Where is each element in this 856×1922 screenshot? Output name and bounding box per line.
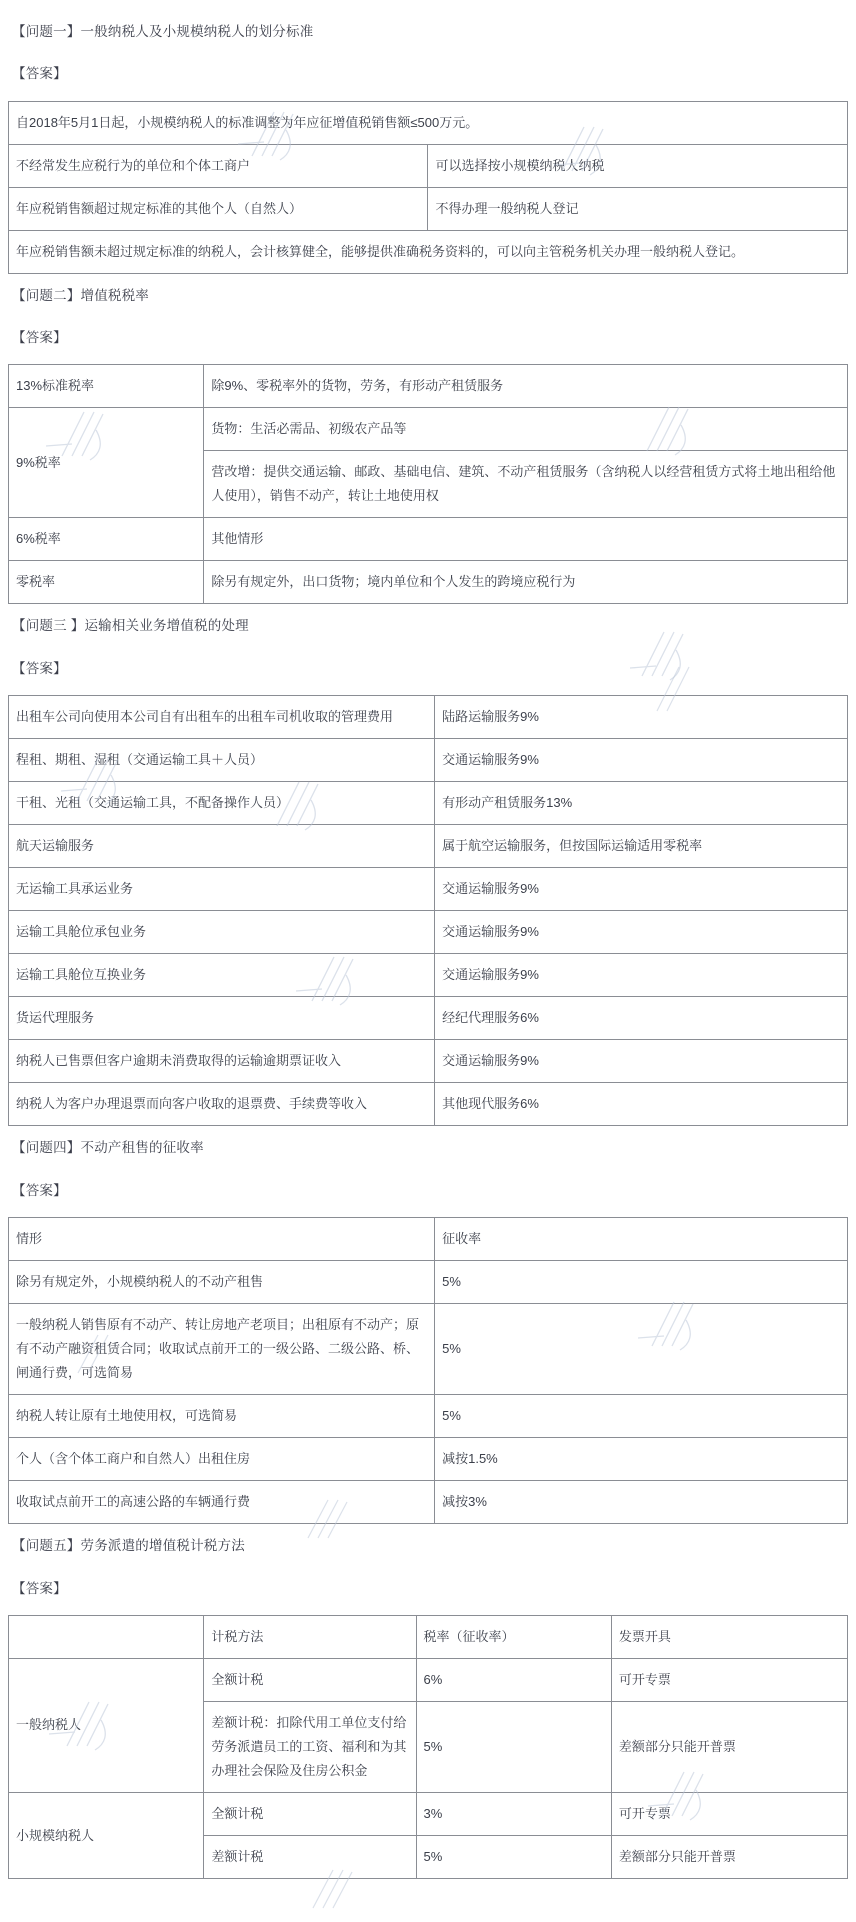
table-row [9,1083,848,1126]
table-cell: 9%税率 [9,408,204,518]
table-cell: 交通运输服务9% [435,739,848,782]
table-cell: 货运代理服务 [9,997,435,1040]
table-cell: 5% [435,1395,848,1438]
table-labor-dispatch-vat [8,1615,848,1879]
question-title-2: 【问题二】增值税税率 [12,287,149,303]
table-row [9,230,848,273]
table-header-row [9,1217,848,1260]
table-cell: 纳税人为客户办理退票而向客户收取的退票费、手续费等收入 [9,1083,435,1126]
table-row [9,518,848,561]
table-cell: 13%标准税率 [9,365,204,408]
table-cell: 属于航空运输服务，但按国际运输适用零税率 [435,825,848,868]
table-row [9,1481,848,1524]
table-column-header: 情形 [9,1217,435,1260]
answer-label-3: 【答案】 [12,660,67,676]
table-cell: 货物：生活必需品、初级农产品等 [204,408,848,451]
table-row [9,1395,848,1438]
answer-label-1: 【答案】 [12,66,67,82]
table-transport-vat [8,695,848,1126]
table-cell: 3% [416,1793,611,1836]
table-vat-rates [8,364,848,604]
table-cell: 5% [435,1304,848,1395]
table-cell: 干租、光租（交通运输工具，不配备操作人员） [9,782,435,825]
table-taxpayer-classification [8,101,848,274]
table-column-header: 发票开具 [611,1615,847,1658]
table-row [9,997,848,1040]
table-row [9,1793,848,1836]
table-cell: 减按3% [435,1481,848,1524]
table-cell: 可以选择按小规模纳税人纳税 [428,144,848,187]
table-row [9,911,848,954]
table-cell: 可开专票 [611,1793,847,1836]
table-row [9,561,848,604]
table-row [9,1040,848,1083]
table-cell: 减按1.5% [435,1438,848,1481]
table-cell: 年应税销售额超过规定标准的其他个人（自然人） [9,187,428,230]
table-cell: 运输工具舱位互换业务 [9,954,435,997]
table-cell: 5% [416,1836,611,1879]
table-row [9,408,848,451]
table-row [9,187,848,230]
answer-label-4: 【答案】 [12,1182,67,1198]
table-row [9,695,848,738]
table-cell: 5% [416,1701,611,1792]
table-cell: 出租车公司向使用本公司自有出租车的出租车司机收取的管理费用 [9,695,435,738]
table-cell: 经纪代理服务6% [435,997,848,1040]
section-2 [8,286,848,605]
table-cell: 有形动产租赁服务13% [435,782,848,825]
table-cell: 交通运输服务9% [435,954,848,997]
table-cell: 陆路运输服务9% [435,695,848,738]
table-cell: 纳税人转让原有土地使用权，可选简易 [9,1395,435,1438]
answer-label-5: 【答案】 [12,1580,67,1596]
table-cell: 其他情形 [204,518,848,561]
table-cell: 营改增：提供交通运输、邮政、基础电信、建筑、不动产租赁服务（含纳税人以经营租赁方式将土地出租给他人使用），销售不动产，转让土地使用权 [204,451,848,518]
table-row [9,739,848,782]
table-header-row [9,1615,848,1658]
table-cell: 不经常发生应税行为的单位和个体工商户 [9,144,428,187]
table-column-header: 计税方法 [204,1615,416,1658]
table-column-header [9,1615,204,1658]
table-cell: 其他现代服务6% [435,1083,848,1126]
table-row [9,101,848,144]
table-cell: 不得办理一般纳税人登记 [428,187,848,230]
table-cell: 收取试点前开工的高速公路的车辆通行费 [9,1481,435,1524]
table-cell: 小规模纳税人 [9,1793,204,1879]
table-cell: 差额计税 [204,1836,416,1879]
table-row [9,144,848,187]
table-cell: 差额部分只能开普票 [611,1836,847,1879]
question-title-3: 【问题三 】运输相关业务增值税的处理 [12,618,249,634]
table-row [9,954,848,997]
table-row [9,365,848,408]
table-cell: 交通运输服务9% [435,911,848,954]
table-row [9,825,848,868]
table-row [9,868,848,911]
question-title-5: 【问题五】劳务派遣的增值税计税方法 [12,1538,245,1554]
table-cell: 差额部分只能开普票 [611,1701,847,1792]
table-cell: 航天运输服务 [9,825,435,868]
section-1 [8,22,848,274]
table-cell: 个人（含个体工商户和自然人）出租住房 [9,1438,435,1481]
answer-label-2: 【答案】 [12,329,67,345]
question-title-1: 【问题一】一般纳税人及小规模纳税人的划分标准 [12,24,314,39]
table-cell: 6% [416,1658,611,1701]
table-cell: 纳税人已售票但客户逾期未消费取得的运输逾期票证收入 [9,1040,435,1083]
table-cell: 自2018年5月1日起，小规模纳税人的标准调整为年应征增值税销售额≤500万元。 [9,101,848,144]
section-5 [8,1536,848,1879]
table-cell: 除另有规定外，小规模纳税人的不动产租售 [9,1260,435,1303]
table-cell: 零税率 [9,561,204,604]
table-row [9,782,848,825]
table-cell: 5% [435,1260,848,1303]
table-column-header: 税率（征收率） [416,1615,611,1658]
table-row [9,1304,848,1395]
table-cell: 6%税率 [9,518,204,561]
question-title-4: 【问题四】不动产租售的征收率 [12,1140,204,1156]
table-row [9,1438,848,1481]
table-cell: 全额计税 [204,1658,416,1701]
table-cell: 交通运输服务9% [435,1040,848,1083]
table-cell: 可开专票 [611,1658,847,1701]
section-3 [8,616,848,1126]
table-row [9,1658,848,1701]
table-cell: 年应税销售额未超过规定标准的纳税人，会计核算健全，能够提供准确税务资料的，可以向主管税务机关办理一般纳税人登记。 [9,230,848,273]
table-cell: 无运输工具承运业务 [9,868,435,911]
table-cell: 交通运输服务9% [435,868,848,911]
table-cell: 一般纳税人 [9,1658,204,1792]
table-cell: 运输工具舱位承包业务 [9,911,435,954]
table-cell: 全额计税 [204,1793,416,1836]
table-property-collection-rate [8,1217,848,1524]
table-row [9,1260,848,1303]
section-4 [8,1138,848,1524]
table-column-header: 征收率 [435,1217,848,1260]
table-cell: 程租、期租、湿租（交通运输工具＋人员） [9,739,435,782]
table-cell: 一般纳税人销售原有不动产、转让房地产老项目；出租原有不动产；原有不动产融资租赁合同；收取试点前开工的一级公路、二级公路、桥、闸通行费，可选简易 [9,1304,435,1395]
table-cell: 除9%、零税率外的货物，劳务，有形动产租赁服务 [204,365,848,408]
table-cell: 差额计税：扣除代用工单位支付给劳务派遣员工的工资、福利和为其办理社会保险及住房公积金 [204,1701,416,1792]
table-cell: 除另有规定外，出口货物；境内单位和个人发生的跨境应税行为 [204,561,848,604]
